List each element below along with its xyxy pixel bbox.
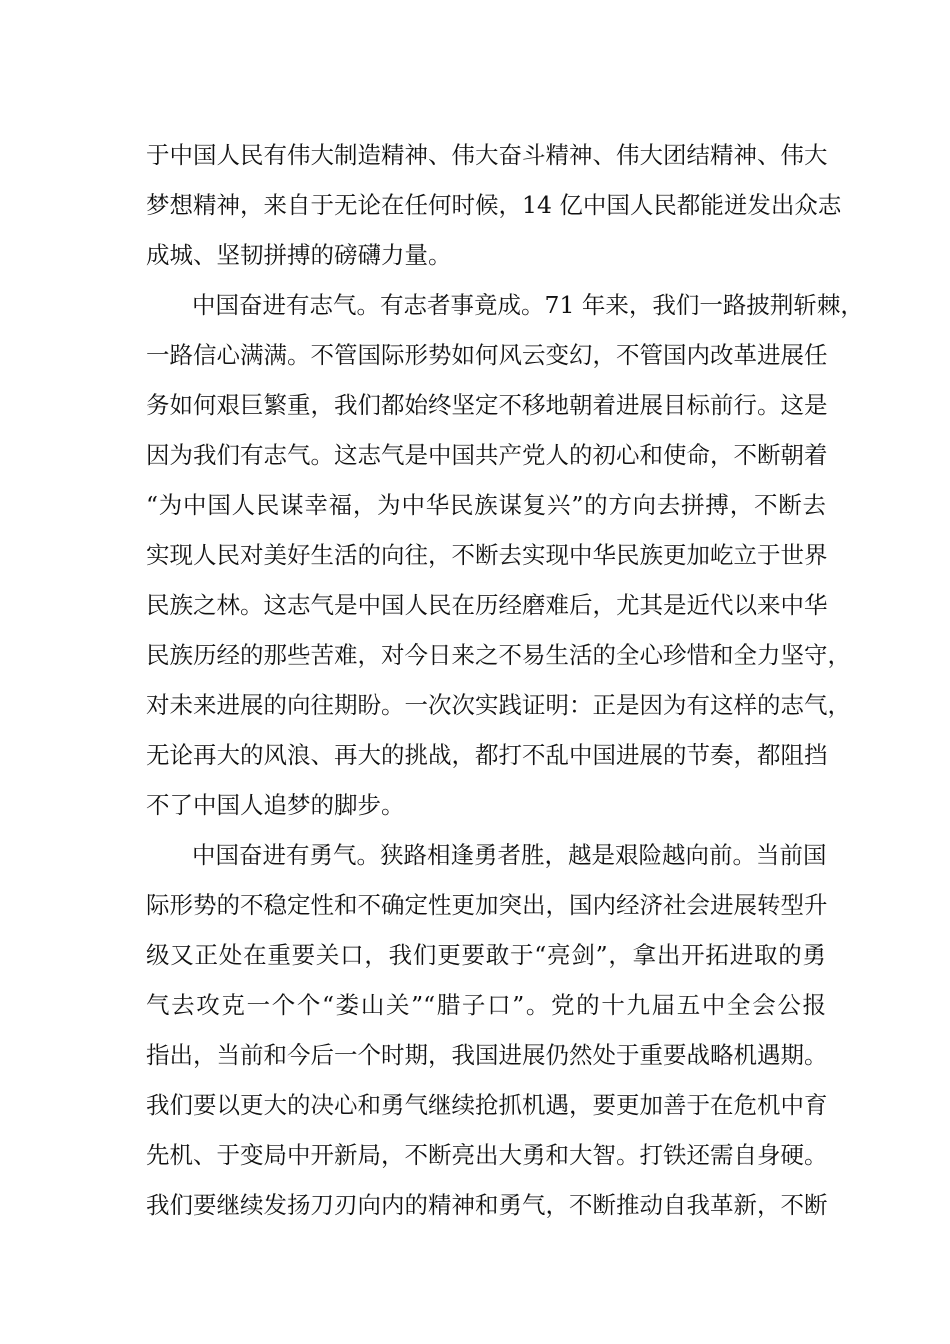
text-line: 务如何艰巨繁重，我们都始终坚定不移地朝着进展目标前行。这是 [146, 391, 828, 419]
text-line: 民族历经的那些苦难，对今日来之不易生活的全心珍惜和全力坚守， [146, 641, 851, 669]
text-line: 梦想精神，来自于无论在任何时候，14 亿中国人民都能迸发出众志 [146, 191, 842, 219]
text-line: 指出，当前和今后一个时期，我国进展仍然处于重要战略机遇期。 [146, 1041, 828, 1069]
text-line: “为中国人民谋幸福，为中华民族谋复兴”的方向去拼搏，不断去 [146, 491, 826, 519]
text-line: 先机、于变局中开新局，不断亮出大勇和大智。打铁还需自身硬。 [146, 1141, 828, 1169]
text-line: 我们要继续发扬刀刃向内的精神和勇气，不断推动自我革新，不断 [146, 1191, 828, 1219]
text-line: 对未来进展的向往期盼。一次次实践证明：正是因为有这样的志气， [146, 691, 851, 719]
text-line: 因为我们有志气。这志气是中国共产党人的初心和使命，不断朝着 [146, 441, 828, 469]
text-line: 一路信心满满。不管国际形势如何风云变幻，不管国内改革进展任 [146, 341, 828, 369]
text-line: 际形势的不稳定性和不确定性更加突出，国内经济社会进展转型升 [146, 891, 828, 919]
text-line: 级又正处在重要关口，我们更要敢于“亮剑”，拿出开拓进取的勇 [146, 941, 826, 969]
text-line: 气去攻克一个个“娄山关”“腊子口”。党的十九届五中全会公报 [146, 991, 826, 1019]
text-line: 无论再大的风浪、再大的挑战，都打不乱中国进展的节奏，都阻挡 [146, 741, 828, 769]
paragraph-first-line: 中国奋进有志气。有志者事竟成。71 年来，我们一路披荆斩棘， [192, 291, 864, 319]
text-line: 不了中国人追梦的脚步。 [146, 791, 405, 819]
text-line: 成城、坚韧拼搏的磅礴力量。 [146, 241, 452, 269]
text-line: 我们要以更大的决心和勇气继续抢抓机遇，要更加善于在危机中育 [146, 1091, 828, 1119]
paragraph-first-line: 中国奋进有勇气。狭路相逢勇者胜，越是艰险越向前。当前国 [192, 841, 827, 869]
text-line: 民族之林。这志气是中国人民在历经磨难后，尤其是近代以来中华 [146, 591, 828, 619]
text-line: 实现人民对美好生活的向往，不断去实现中华民族更加屹立于世界 [146, 541, 828, 569]
text-line: 于中国人民有伟大制造精神、伟大奋斗精神、伟大团结精神、伟大 [146, 141, 828, 169]
